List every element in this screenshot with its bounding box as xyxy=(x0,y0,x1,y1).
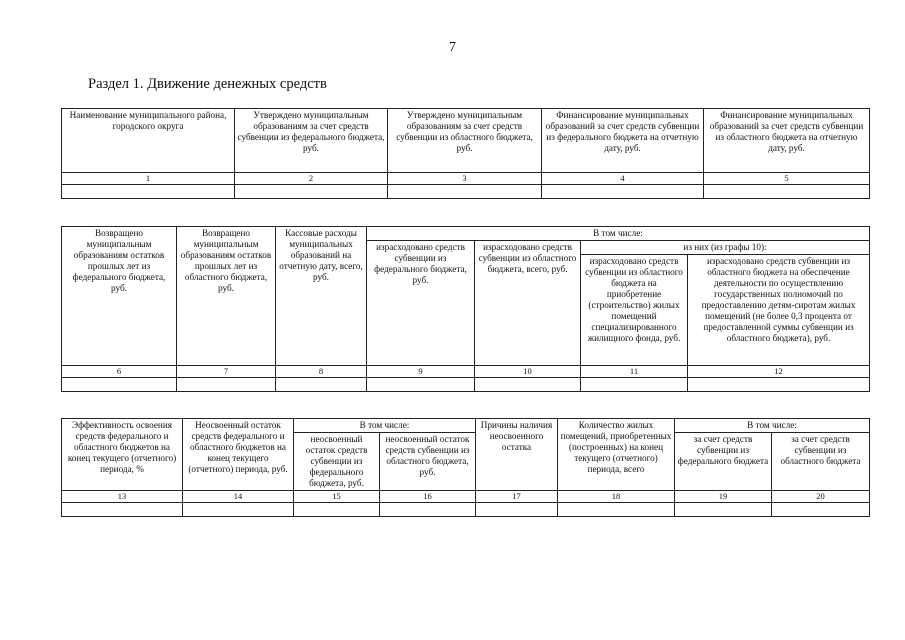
table-cell[interactable] xyxy=(62,185,235,199)
header-col-8: Кассовые расходы муниципальных образований на отчетную дату, всего, руб. xyxy=(276,227,367,366)
column-number: 5 xyxy=(704,173,870,185)
table-header-row xyxy=(62,109,870,173)
header-col-11: израсходовано средств субвенции из областного бюджета на приобретение (строительство) жилых помещений специализированного жилищного фонда, руб. xyxy=(581,255,688,366)
table-cell[interactable] xyxy=(183,503,294,517)
table-cell[interactable] xyxy=(388,185,542,199)
table-cell[interactable] xyxy=(235,185,388,199)
header-group-including-1: В том числе: xyxy=(294,419,476,433)
table-cell[interactable] xyxy=(675,503,772,517)
column-number: 6 xyxy=(62,366,177,378)
header-col-10: израсходовано средств субвенции из областного бюджета, всего, руб. xyxy=(475,241,581,366)
header-col-1: Наименование муниципального района, городского округа xyxy=(62,109,235,173)
header-col-2: Утверждено муниципальным образованиям за счет средств субвенции из федерального бюджета, руб. xyxy=(235,109,388,173)
column-number-row xyxy=(62,366,870,378)
header-col-14: Неосвоенный остаток средств федерального и областного бюджетов на конец текущего (отчетного) периода, руб. xyxy=(183,419,294,491)
table-cell[interactable] xyxy=(688,378,870,392)
table-cell[interactable] xyxy=(772,503,870,517)
table-cell[interactable] xyxy=(177,378,276,392)
table-row xyxy=(62,378,870,392)
table-cell[interactable] xyxy=(476,503,558,517)
header-col-15: неосвоенный остаток средств субвенции из федерального бюджета, руб. xyxy=(294,433,380,491)
table-cell[interactable] xyxy=(62,503,183,517)
table-cell[interactable] xyxy=(62,378,177,392)
header-group-including: В том числе: xyxy=(367,227,870,241)
column-number: 11 xyxy=(581,366,688,378)
column-number: 3 xyxy=(388,173,542,185)
table-cell[interactable] xyxy=(294,503,380,517)
header-col-17: Причины наличия неосвоенного остатка xyxy=(476,419,558,491)
column-number: 1 xyxy=(62,173,235,185)
header-col-6: Возвращено муниципальным образованиям остатков прошлых лет из федерального бюджета, руб. xyxy=(62,227,177,366)
table-cell[interactable] xyxy=(475,378,581,392)
header-col-13: Эффективность освоения средств федерального и областного бюджетов на конец текущего (отчетного) периода, % xyxy=(62,419,183,491)
column-number-row xyxy=(62,173,870,185)
column-number: 12 xyxy=(688,366,870,378)
column-number: 20 xyxy=(772,491,870,503)
header-col-9: израсходовано средств субвенции из федерального бюджета, руб. xyxy=(367,241,475,366)
table-cell[interactable] xyxy=(380,503,476,517)
header-col-5: Финансирование муниципальных образований за счет средств субвенции из областного бюджета на отчетную дату, руб. xyxy=(704,109,870,173)
table-funds-approved xyxy=(61,108,870,199)
header-col-19: за счет средств субвенции из федерального бюджета xyxy=(675,433,772,491)
column-number: 15 xyxy=(294,491,380,503)
table-cell[interactable] xyxy=(367,378,475,392)
table-row xyxy=(62,185,870,199)
table-cash-expenses xyxy=(61,226,870,392)
column-number: 2 xyxy=(235,173,388,185)
header-col-16: неосвоенный остаток средств субвенции из областного бюджета, руб. xyxy=(380,433,476,491)
column-number: 19 xyxy=(675,491,772,503)
header-group-including-2: В том числе: xyxy=(675,419,870,433)
column-number: 13 xyxy=(62,491,183,503)
column-number: 18 xyxy=(558,491,675,503)
header-col-7: Возвращено муниципальным образованиям остатков прошлых лет из областного бюджета, руб. xyxy=(177,227,276,366)
column-number: 4 xyxy=(542,173,704,185)
column-number: 9 xyxy=(367,366,475,378)
table-cell[interactable] xyxy=(276,378,367,392)
column-number-row xyxy=(62,491,870,503)
header-subgroup-of-col10: из них (из графы 10): xyxy=(581,241,870,255)
table-header-row xyxy=(62,419,870,433)
table-header-row xyxy=(62,227,870,241)
column-number: 14 xyxy=(183,491,294,503)
table-cell[interactable] xyxy=(542,185,704,199)
table-row xyxy=(62,503,870,517)
column-number: 8 xyxy=(276,366,367,378)
table-cell[interactable] xyxy=(558,503,675,517)
table-cell[interactable] xyxy=(704,185,870,199)
header-col-20: за счет средств субвенции из областного бюджета xyxy=(772,433,870,491)
header-col-3: Утверждено муниципальным образованиям за счет средств субвенции из областного бюджета, руб. xyxy=(388,109,542,173)
table-unspent-balance xyxy=(61,418,870,517)
table-cell[interactable] xyxy=(581,378,688,392)
header-col-4: Финансирование муниципальных образований за счет средств субвенции из федерального бюджета на отчетную дату, руб. xyxy=(542,109,704,173)
header-col-18: Количество жилых помещений, приобретенных (построенных) на конец текущего (отчетного) периода, всего xyxy=(558,419,675,491)
section-title: Раздел 1. Движение денежных средств xyxy=(88,76,327,92)
page-number: 7 xyxy=(449,40,456,55)
column-number: 10 xyxy=(475,366,581,378)
column-number: 7 xyxy=(177,366,276,378)
header-col-12: израсходовано средств субвенции из областного бюджета на обеспечение деятельности по осуществлению государственных полномочий по предоставлению детям-сиротам жилых помещений (не более 0,3 процента от предоставленной суммы субвенции из областного бюджета), руб. xyxy=(688,255,870,366)
column-number: 16 xyxy=(380,491,476,503)
column-number: 17 xyxy=(476,491,558,503)
